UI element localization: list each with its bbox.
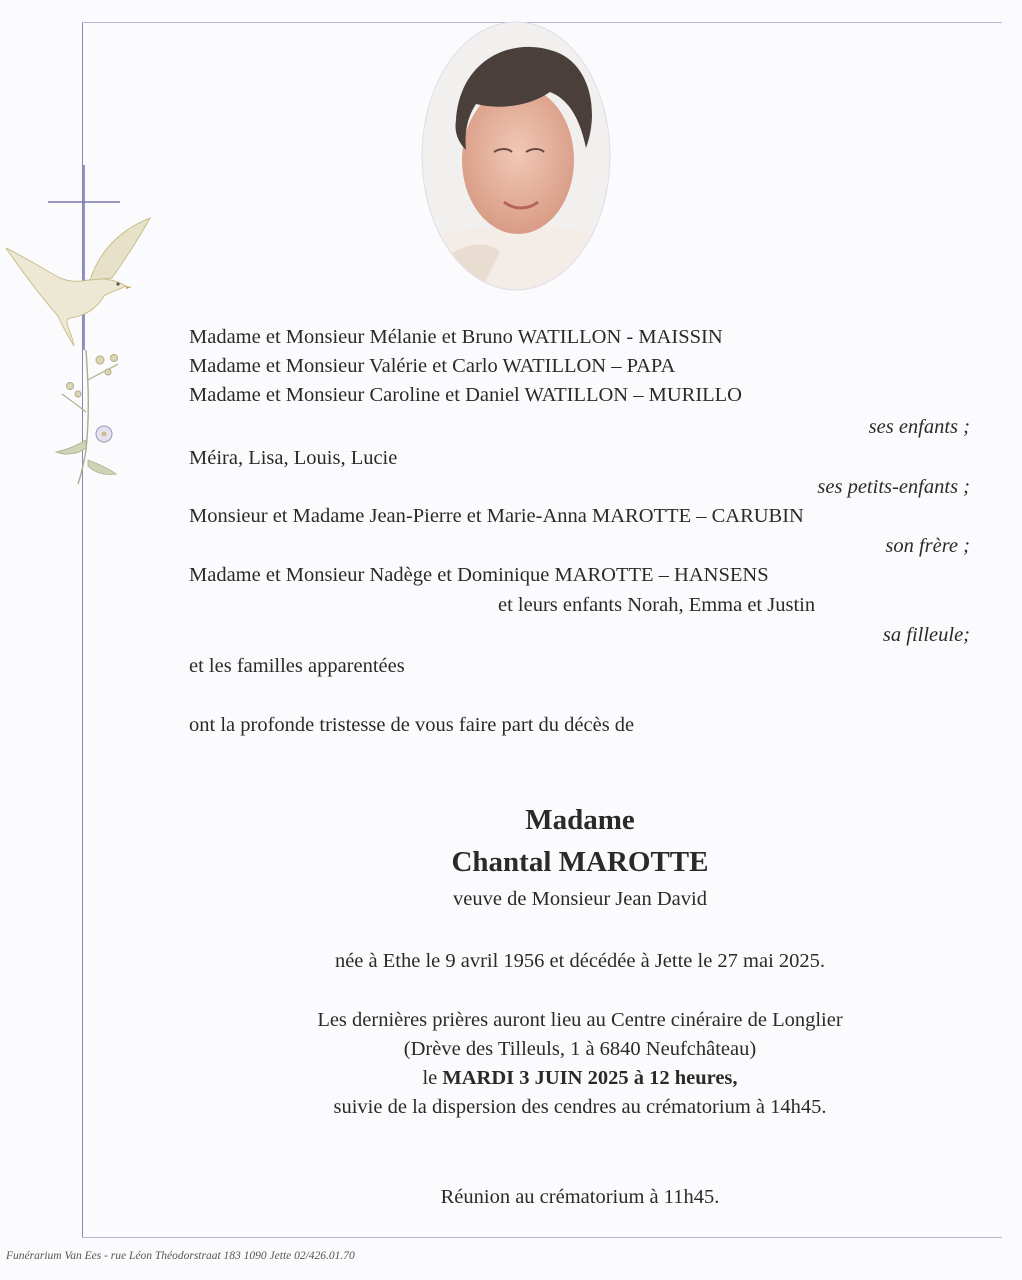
role-goddaughter: sa filleule;: [882, 624, 970, 646]
announcement-line: ont la profonde tristesse de vous faire part du décès de: [189, 714, 635, 736]
role-children: ses enfants ;: [868, 416, 970, 438]
ceremony-line-1: Les dernières prières auront lieu au Centre cinéraire de Longlier: [317, 1009, 843, 1031]
portrait-photo: [420, 20, 612, 292]
deceased-widow: veuve de Monsieur Jean David: [453, 888, 707, 910]
funeral-home-footer: Funérarium Van Ees - rue Léon Théodorstraat 183 1090 Jette 02/426.01.70: [6, 1250, 355, 1262]
cross-dove-flower-icon: [0, 150, 170, 490]
deceased-dates: née à Ethe le 9 avril 1956 et décédée à Jette le 27 mai 2025.: [334, 950, 826, 972]
family-line-3: Madame et Monsieur Caroline et Daniel WATILLON – MURILLO: [189, 384, 742, 406]
ceremony-date-time: MARDI 3 JUIN 2025 à 12 heures,: [442, 1067, 738, 1089]
family-line-goddaughter-children: et leurs enfants Norah, Emma et Justin: [498, 594, 816, 616]
meeting-line: Réunion au crématorium à 11h45.: [440, 1186, 720, 1208]
family-line-relatives: et les familles apparentées: [189, 655, 405, 677]
ceremony-line-3: [0, 1067, 1022, 1090]
ceremony-line-4: suivie de la dispersion des cendres au crématorium à 14h45.: [333, 1096, 827, 1118]
deceased-title: Madame: [525, 804, 635, 836]
role-grandchildren: ses petits-enfants ;: [817, 476, 970, 498]
ceremony-line-2: (Drève des Tilleuls, 1 à 6840 Neufchâteau): [403, 1038, 757, 1060]
ceremony-line-3-prefix: le: [422, 1067, 443, 1089]
family-line-2: Madame et Monsieur Valérie et Carlo WATILLON – PAPA: [189, 355, 676, 377]
deceased-name: Chantal MAROTTE: [451, 846, 709, 878]
family-line-brother: Monsieur et Madame Jean-Pierre et Marie-Anna MAROTTE – CARUBIN: [189, 505, 804, 527]
role-brother: son frère ;: [885, 535, 970, 557]
family-line-1: Madame et Monsieur Mélanie et Bruno WATILLON - MAISSIN: [189, 326, 723, 348]
family-line-goddaughter: Madame et Monsieur Nadège et Dominique MAROTTE – HANSENS: [189, 564, 769, 586]
frame-line-bottom: [82, 1237, 1002, 1238]
family-line-grandchildren: Méira, Lisa, Louis, Lucie: [189, 447, 398, 469]
